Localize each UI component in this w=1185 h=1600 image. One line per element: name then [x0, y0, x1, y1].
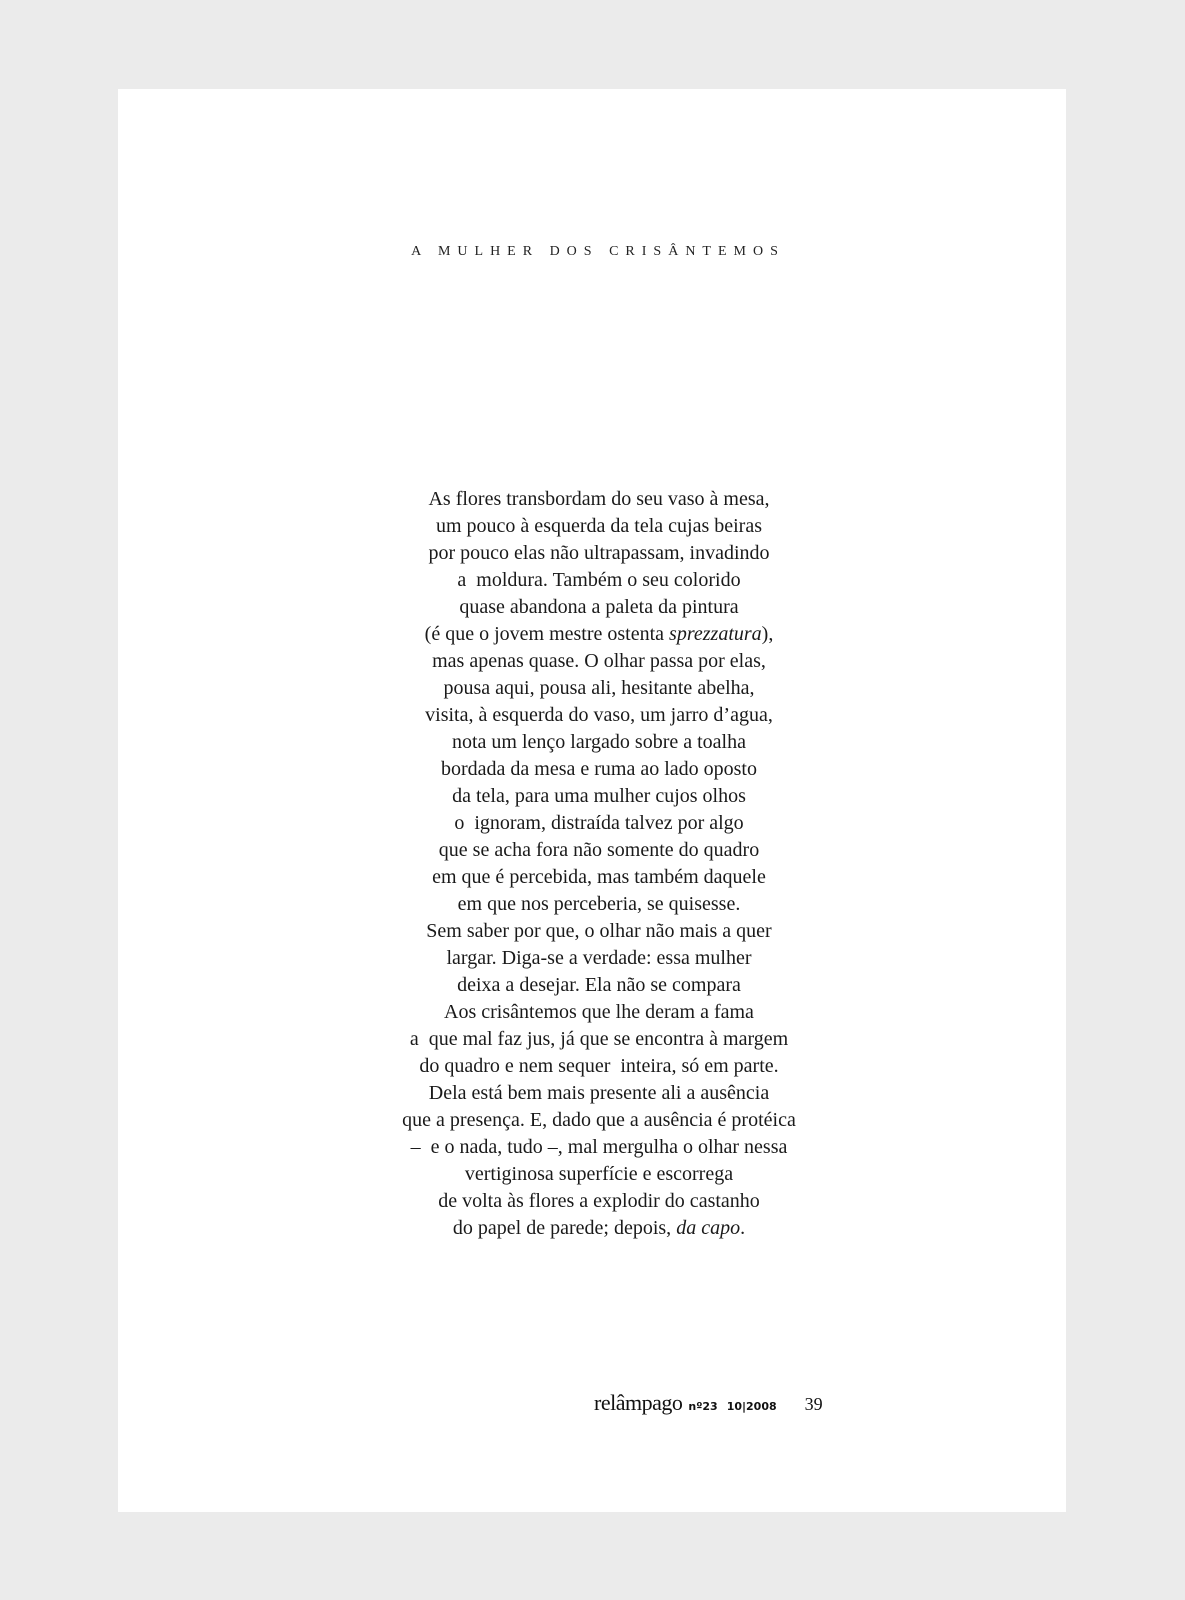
poem-line-text: (é que o jovem mestre ostenta: [424, 623, 670, 645]
issue-number: nº23: [688, 1400, 718, 1413]
poem-line-text: .: [740, 1217, 746, 1239]
poem-line: que a presença. E, dado que a ausência é protéica: [402, 1109, 796, 1131]
poem-line: largar. Diga-se a verdade: essa mulher: [446, 947, 752, 969]
poem-line: visita, à esquerda do vaso, um jarro d’agua,: [425, 704, 773, 726]
poem-line: [132, 1215, 1066, 1242]
poem-line: por pouco elas não ultrapassam, invadindo: [428, 542, 770, 564]
poem-line: de volta às flores a explodir do castanho: [438, 1190, 760, 1212]
page-footer: [594, 1390, 823, 1420]
poem-line: em que é percebida, mas também daquele: [432, 866, 766, 888]
poem-line-italic: sprezzatura: [669, 623, 762, 645]
poem-line: Aos crisântemos que lhe deram a fama: [444, 1001, 754, 1023]
poem-line: quase abandona a paleta da pintura: [459, 596, 739, 618]
page-number: 39: [804, 1394, 823, 1414]
poem-line: mas apenas quase. O olhar passa por elas,: [432, 650, 766, 672]
poem-line: deixa a desejar. Ela não se compara: [457, 974, 741, 996]
poem-line: a que mal faz jus, já que se encontra à margem: [409, 1028, 789, 1050]
poem-line: que se acha fora não somente do quadro: [438, 839, 760, 861]
poem-line: pousa aqui, pousa ali, hesitante abelha,: [443, 677, 755, 699]
poem-line: [132, 621, 1066, 648]
page-sheet: [118, 89, 1066, 1512]
poem-line-italic: da capo: [676, 1217, 741, 1239]
poem-body: [118, 486, 1066, 1242]
poem-line-text: ),: [761, 623, 774, 645]
poem-line: As flores transbordam do seu vaso à mesa,: [428, 488, 770, 510]
poem-line: em que nos perceberia, se quisesse.: [457, 893, 741, 915]
poem-line: – e o nada, tudo –, mal mergulha o olhar nessa: [410, 1136, 788, 1158]
poem-line: da tela, para uma mulher cujos olhos: [452, 785, 746, 807]
poem-line: um pouco à esquerda da tela cujas beiras: [436, 515, 762, 537]
poem-line: nota um lenço largado sobre a toalha: [452, 731, 746, 753]
poem-line: bordada da mesa e ruma ao lado oposto: [440, 758, 757, 780]
poem-line: a moldura. Também o seu colorido: [457, 569, 741, 591]
poem-line-text: do papel de parede; depois,: [452, 1217, 677, 1239]
issue-date: 10|2008: [726, 1400, 777, 1413]
poem-line: Sem saber por que, o olhar não mais a quer: [426, 920, 772, 942]
poem-line: o ignoram, distraída talvez por algo: [454, 812, 744, 834]
magazine-name: relâmpago: [594, 1390, 683, 1415]
poem-line: do quadro e nem sequer inteira, só em parte.: [419, 1055, 779, 1077]
poem-line: vertiginosa superfície e escorrega: [464, 1163, 734, 1185]
running-title: A MULHER DOS CRISÂNTEMOS: [411, 244, 785, 259]
poem-line: Dela está bem mais presente ali a ausência: [428, 1082, 770, 1104]
